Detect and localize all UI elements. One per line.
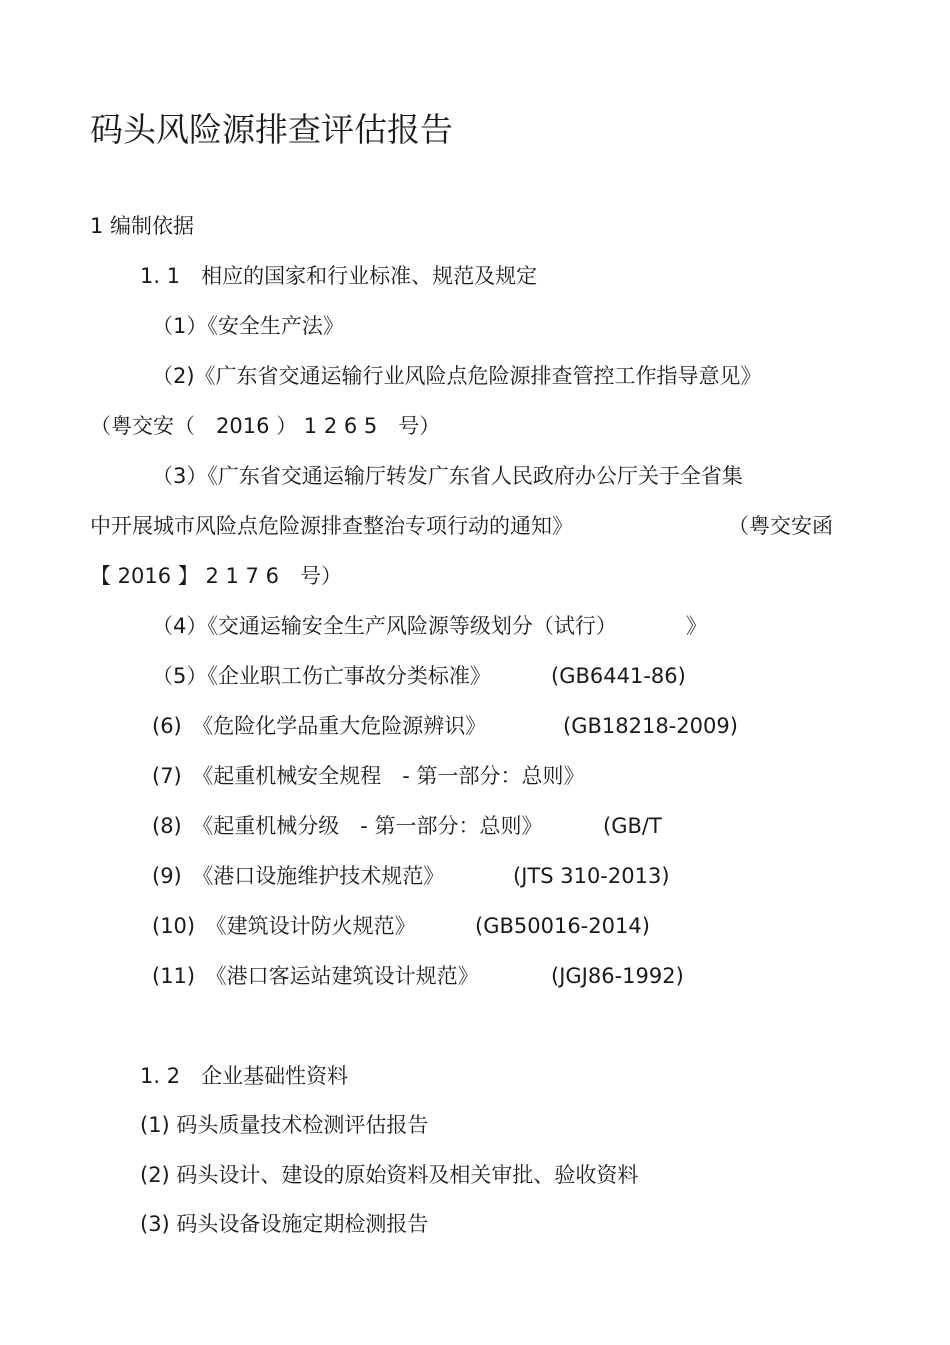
list-item: (11) 《港口客运站建筑设计规范》 [152,964,479,988]
list-item: (3) 码头设备设施定期检测报告 [140,1212,429,1236]
list-item: (1) 码头质量技术检测评估报告 [140,1113,429,1137]
list-item: (9) 《港口设施维护技术规范》 [152,864,445,888]
list-item-code: (JTS 310-2013) [513,864,670,888]
list-item: (8) 《起重机械分级 - 第一部分：总则》 [152,814,543,838]
list-item: （4）《交通运输安全生产风险源等级划分（试行） [152,614,617,638]
list-item-continuation: 【 2016 】 2 1 7 6 号） [90,564,342,588]
list-item: （3）《广东省交通运输厅转发广东省人民政府办公厅关于全省集 [152,464,743,488]
list-item: （5）《企业职工伤亡事故分类标准》 [152,664,491,688]
list-item-reference: （粤交安函 [728,514,833,538]
list-item-code: (GB/T [603,814,662,838]
list-item: (10) 《建筑设计防火规范》 [152,914,416,938]
list-item: (6) 《危险化学品重大危险源辨识》 [152,714,487,738]
list-item-code: (JGJ86-1992) [551,964,684,988]
document-title: 码头风险源排查评估报告 [90,110,453,149]
list-item-code: (GB18218-2009) [563,714,738,738]
list-item: （2)《广东省交通运输行业风险点危险源排查管控工作指导意见》 [152,364,762,388]
subsection-heading: 1. 1 相应的国家和行业标准、规范及规定 [140,264,538,288]
list-item-reference: 》 [686,614,707,638]
list-item-continuation: 中开展城市风险点危险源排查整治专项行动的通知》 [90,514,573,538]
subsection-heading: 1. 2 企业基础性资料 [140,1064,349,1088]
list-item-code: (GB50016-2014) [475,914,650,938]
list-item: (2) 码头设计、建设的原始资料及相关审批、验收资料 [140,1163,639,1187]
section-heading: 1 编制依据 [90,214,195,238]
list-item: (7) 《起重机械安全规程 - 第一部分：总则》 [152,764,585,788]
list-item-continuation: （粤交安（ 2016 ） 1 2 6 5 号） [90,414,441,438]
list-item: （1）《安全生产法》 [152,314,344,338]
list-item-code: (GB6441-86) [551,664,686,688]
